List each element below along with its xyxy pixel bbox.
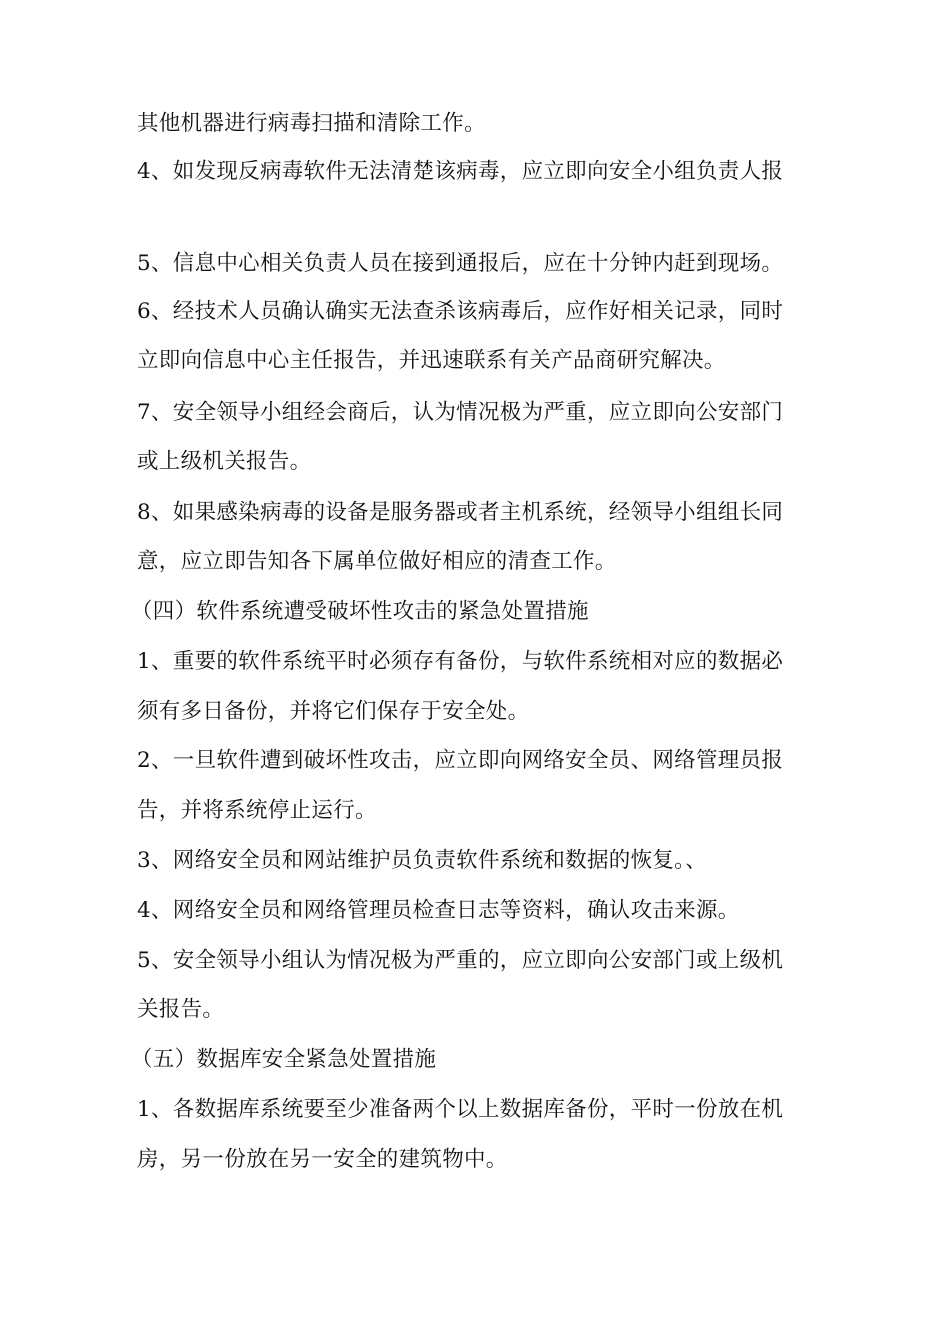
- text-line: 4、网络安全员和网络管理员检查日志等资料，确认攻击来源。: [137, 898, 740, 923]
- text-line: 1、各数据库系统要至少准备两个以上数据库备份，平时一份放在机: [137, 1097, 784, 1122]
- text-line: 立即向信息中心主任报告，并迅速联系有关产品商研究解决。: [137, 348, 726, 373]
- text-line: 告，并将系统停止运行。: [137, 798, 377, 823]
- text-line: 5、信息中心相关负责人员在接到通报后，应在十分钟内赶到现场。: [137, 251, 784, 276]
- text-line: 房，另一份放在另一安全的建筑物中。: [137, 1147, 508, 1172]
- section-heading: （五）数据库安全紧急处置措施: [131, 1047, 437, 1072]
- text-line: 4、如发现反病毒软件无法清楚该病毒，应立即向安全小组负责人报: [137, 159, 784, 184]
- text-line: 6、经技术人员确认确实无法查杀该病毒后，应作好相关记录，同时: [137, 299, 784, 324]
- text-line: 意，应立即告知各下属单位做好相应的清查工作。: [137, 549, 617, 574]
- text-line: 2、一旦软件遭到破坏性攻击，应立即向网络安全员、网络管理员报: [137, 748, 784, 773]
- text-line: 其他机器进行病毒扫描和清除工作。: [137, 111, 486, 136]
- text-line: 3、网络安全员和网站维护员负责软件系统和数据的恢复。、: [137, 848, 708, 873]
- text-line: 须有多日备份，并将它们保存于安全处。: [137, 699, 530, 724]
- text-line: 或上级机关报告。: [137, 449, 312, 474]
- text-line: 1、重要的软件系统平时必须存有备份，与软件系统相对应的数据必: [137, 649, 784, 674]
- text-line: 8、如果感染病毒的设备是服务器或者主机系统，经领导小组组长同: [137, 500, 784, 525]
- text-line: 关报告。: [137, 997, 225, 1022]
- section-heading: （四）软件系统遭受破坏性攻击的紧急处置措施: [131, 599, 589, 624]
- text-line: 5、安全领导小组认为情况极为严重的，应立即向公安部门或上级机: [137, 948, 784, 973]
- text-line: 7、安全领导小组经会商后，认为情况极为严重，应立即向公安部门: [137, 400, 784, 425]
